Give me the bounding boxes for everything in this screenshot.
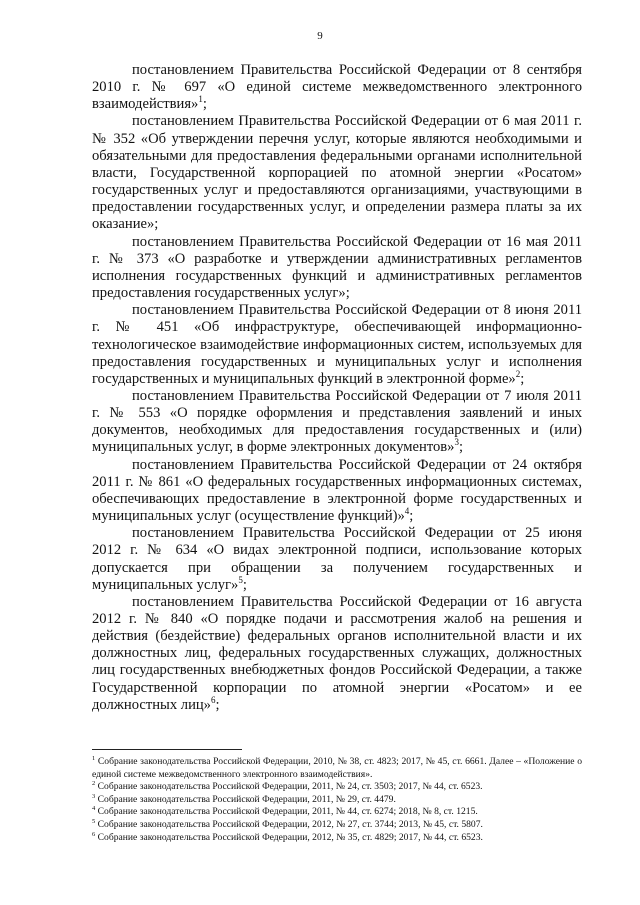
footnote-number: 2: [92, 780, 96, 787]
footnote-number: 1: [92, 754, 96, 762]
footnote-4: [92, 806, 582, 819]
footnote-text: Собрание законодательства Российской Федерации, 2010, № 38, ст. 4823; 2017, № 45, ст. 6661. Далее – «Положение о единой системе межведомственного электронного взаимодействия».: [92, 756, 582, 780]
paragraph-text: постановлением Правительства Российской Федерации от 6 мая 2011 г. № 352 «Об утверждении перечня услуг, которые являются необходимыми и обязательными для предоставления федеральными органами исполнительной власти, Государственной корпорацией по атомной энергии «Росатом» государственных услуг и предоставляются организациями, участвующими в предоставлении государственных услуг, и определении размера платы за их оказание»;: [92, 113, 582, 233]
footnote-ref[interactable]: 2: [515, 368, 521, 379]
footnote-ref[interactable]: 4: [404, 506, 410, 517]
paragraph-tail: ;: [242, 576, 247, 593]
footnote-ref[interactable]: 3: [454, 437, 459, 448]
footnote-ref[interactable]: 1: [198, 94, 203, 105]
paragraph-text: постановлением Правительства Российской Федерации от 25 июня 2012 г. № 634 «О видах электронной подписи, использование которых допускается при обращении за получением государственных и муниципальных услуг»: [92, 525, 582, 593]
footnotes: [92, 756, 582, 844]
footnote-3: [92, 794, 582, 807]
footnote-number: 3: [92, 792, 96, 800]
paragraph-text: постановлением Правительства Российской Федерации от 8 июня 2011 г. № 451 «Об инфраструктуре, обеспечивающей информационно-технологическое взаимодействие информационных систем, используемых для предоставления государственных и муниципальных услуг и исполнения государственных и муниципальных функций в электронной форме»: [92, 302, 582, 387]
paragraph-tail: ;: [409, 508, 414, 525]
footnote-6: [92, 832, 582, 845]
footnote-ref[interactable]: 5: [238, 574, 243, 585]
page-number: 9: [317, 30, 323, 42]
footnote-text: Собрание законодательства Российской Федерации, 2012, № 35, ст. 4829; 2017, № 44, ст. 6523.: [97, 831, 483, 843]
document-body: [92, 62, 582, 714]
paragraph-text: постановлением Правительства Российской Федерации от 16 мая 2011 г. № 373 «О разработке и утверждении административных регламентов исполнения государственных функций и административных регламентов предоставления государственных услуг»;: [92, 233, 582, 302]
footnote-number: 5: [92, 817, 96, 825]
paragraph-pp-697: [92, 62, 582, 113]
footnote-text: Собрание законодательства Российской Федерации, 2011, № 24, ст. 3503; 2017, № 44, ст. 6523.: [97, 781, 483, 793]
footnote-text: Собрание законодательства Российской Федерации, 2011, № 44, ст. 6274; 2018, № 8, ст. 1215.: [97, 806, 478, 818]
footnote-number: 6: [92, 830, 96, 838]
footnote-2: [92, 781, 582, 794]
footnote-5: [92, 819, 582, 832]
paragraph-pp-861: [92, 457, 582, 526]
paragraph-tail: ;: [520, 370, 525, 387]
paragraph-text: постановлением Правительства Российской Федерации от 24 октября 2011 г. № 861 «О федеральных государственных информационных системах, обеспечивающих предоставление в электронной форме государственных и муниципальных услуг (осуществление функций)»: [92, 456, 582, 525]
paragraph-pp-634: [92, 525, 582, 594]
paragraph-tail: ;: [202, 96, 207, 113]
paragraph-text: постановлением Правительства Российской Федерации от 7 июля 2011 г. № 553 «О порядке оформления и представления заявлений и иных документов, необходимых для предоставления государственных и (или) муниципальных услуг, в форме электронных документов»: [92, 387, 582, 456]
paragraph-pp-840: [92, 594, 582, 714]
footnote-text: Собрание законодательства Российской Федерации, 2011, № 29, ст. 4479.: [97, 793, 396, 805]
paragraph-pp-373: [92, 234, 582, 303]
paragraph-tail: ;: [215, 696, 220, 713]
paragraph-tail: ;: [458, 439, 464, 456]
footnote-1: [92, 756, 582, 781]
paragraph-text: постановлением Правительства Российской Федерации от 16 августа 2012 г. № 840 «О порядке подачи и рассмотрения жалоб на решения и действия (бездействие) федеральных органов исполнительной власти и их должностных лиц, федеральных государственных служащих, должностных лиц государственных внебюджетных фондов Российской Федерации, а также Государственной корпорации по атомной энергии «Росатом» и ее должностных лиц»: [92, 593, 582, 713]
paragraph-pp-451: [92, 302, 582, 388]
paragraph-pp-553: [92, 388, 582, 457]
footnote-text: Собрание законодательства Российской Федерации, 2012, № 27, ст. 3744; 2013, № 45, ст. 5807.: [97, 818, 483, 830]
paragraph-text: постановлением Правительства Российской Федерации от 8 сентября 2010 г. № 697 «О единой системе межведомственного электронного взаимодействия»: [92, 62, 582, 113]
footnote-number: 4: [92, 805, 96, 813]
footnote-ref[interactable]: 6: [210, 694, 216, 705]
paragraph-pp-352: [92, 113, 582, 233]
footnote-separator: [92, 749, 242, 750]
